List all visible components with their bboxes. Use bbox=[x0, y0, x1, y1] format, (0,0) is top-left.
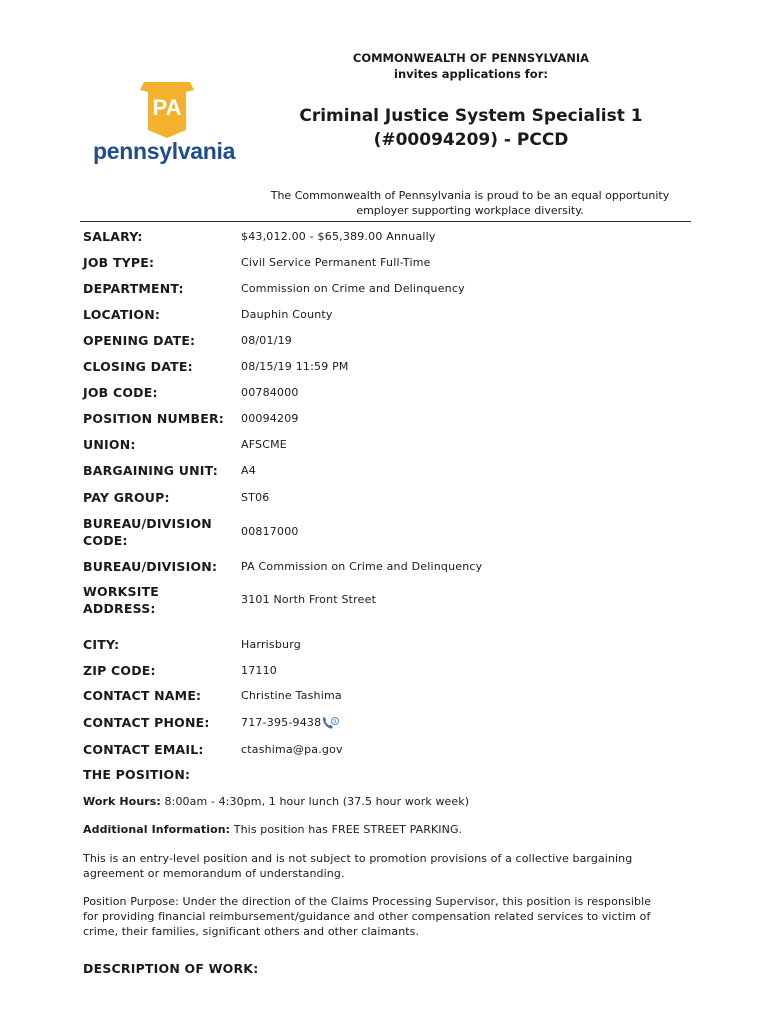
field-label: CITY: bbox=[83, 637, 120, 652]
eeo-line-1: The Commonwealth of Pennsylvania is proud to be an equal opportunity bbox=[270, 189, 670, 202]
field-label: DEPARTMENT: bbox=[83, 281, 184, 296]
field-value: Harrisburg bbox=[241, 638, 301, 651]
field-value: Dauphin County bbox=[241, 308, 333, 321]
field-label: OPENING DATE: bbox=[83, 333, 196, 348]
field-value bbox=[241, 714, 339, 731]
header-intro bbox=[290, 50, 652, 82]
field-value: 00817000 bbox=[241, 525, 299, 538]
additional-information bbox=[83, 822, 683, 837]
field-label: BUREAU/DIVISION: bbox=[83, 559, 218, 574]
svg-text:9: 9 bbox=[333, 719, 338, 725]
field-label: CONTACT PHONE: bbox=[83, 715, 210, 730]
pennsylvania-logo bbox=[88, 82, 240, 174]
field-label: BUREAU/DIVISION bbox=[83, 516, 212, 531]
entry-level-paragraph bbox=[83, 851, 683, 881]
field-value: Christine Tashima bbox=[241, 689, 342, 702]
field-label: ZIP CODE: bbox=[83, 663, 156, 678]
field-value: $43,012.00 - $65,389.00 Annually bbox=[241, 230, 436, 243]
field-value: A4 bbox=[241, 464, 256, 477]
field-label: WORKSITE bbox=[83, 584, 160, 599]
field-value: 00094209 bbox=[241, 412, 299, 425]
position-purpose-paragraph bbox=[83, 894, 683, 939]
contact-email-link[interactable]: ctashima@pa.gov bbox=[241, 743, 343, 756]
field-label: JOB TYPE: bbox=[83, 255, 155, 270]
field-value: 17110 bbox=[241, 664, 277, 677]
eeo-line-2: employer supporting workplace diversity. bbox=[356, 204, 584, 217]
title-line-1: Criminal Justice System Specialist 1 bbox=[299, 106, 643, 126]
contact-phone-number[interactable]: 717-395-9438 bbox=[241, 716, 322, 729]
purpose-line-1: Position Purpose: Under the direction of the Claims Processing Supervisor, this position is responsible bbox=[83, 895, 652, 908]
invites-text: invites applications for: bbox=[394, 67, 548, 81]
position-heading: THE POSITION: bbox=[83, 767, 191, 782]
commonwealth-title: COMMONWEALTH OF PENNSYLVANIA bbox=[352, 51, 590, 65]
field-label: ADDRESS: bbox=[83, 601, 156, 616]
field-label: JOB CODE: bbox=[83, 385, 158, 400]
field-label: LOCATION: bbox=[83, 307, 161, 322]
entry-level-line-1: This is an entry-level position and is not subject to promotion provisions of a collective bargaining bbox=[83, 852, 633, 865]
additional-label: Additional Information: bbox=[83, 823, 231, 836]
field-label: POSITION NUMBER: bbox=[83, 411, 224, 426]
description-heading: DESCRIPTION OF WORK: bbox=[83, 961, 259, 976]
field-label: CONTACT NAME: bbox=[83, 688, 202, 703]
field-value: AFSCME bbox=[241, 438, 287, 451]
field-value: Civil Service Permanent Full-Time bbox=[241, 256, 431, 269]
field-value: 3101 North Front Street bbox=[241, 593, 377, 606]
field-label: CONTACT EMAIL: bbox=[83, 742, 204, 757]
purpose-line-2: for providing financial reimbursement/guidance and other compensation related services to victim of bbox=[83, 910, 651, 923]
work-hours-value: 8:00am - 4:30pm, 1 hour lunch (37.5 hour work week) bbox=[164, 795, 470, 808]
work-hours bbox=[83, 794, 683, 809]
page-title bbox=[285, 104, 657, 152]
field-value: 08/01/19 bbox=[241, 334, 293, 347]
keystone-logo-icon bbox=[140, 82, 194, 138]
field-value: 00784000 bbox=[241, 386, 299, 399]
eeo-statement bbox=[250, 188, 690, 218]
phone-icon[interactable] bbox=[321, 716, 339, 730]
entry-level-line-2: agreement or memorandum of understanding. bbox=[83, 867, 345, 880]
field-label: PAY GROUP: bbox=[83, 490, 170, 505]
work-hours-label: Work Hours: bbox=[83, 795, 161, 808]
field-value: Commission on Crime and Delinquency bbox=[241, 282, 465, 295]
title-line-2: (#00094209) - PCCD bbox=[373, 130, 569, 150]
purpose-line-3: crime, their families, significant others and other claimants. bbox=[83, 925, 420, 938]
logo-mark: PA bbox=[152, 95, 182, 120]
additional-value: This position has FREE STREET PARKING. bbox=[233, 823, 463, 836]
field-label: UNION: bbox=[83, 437, 136, 452]
field-label: CLOSING DATE: bbox=[83, 359, 193, 374]
field-value: PA Commission on Crime and Delinquency bbox=[241, 560, 483, 573]
header-divider bbox=[80, 221, 691, 222]
field-label: BARGAINING UNIT: bbox=[83, 463, 218, 478]
field-value: ST06 bbox=[241, 491, 270, 504]
field-value: 08/15/19 11:59 PM bbox=[241, 360, 349, 373]
logo-wordmark: pennsylvania bbox=[93, 138, 236, 164]
field-label: CODE: bbox=[83, 533, 128, 548]
field-label: SALARY: bbox=[83, 229, 143, 244]
